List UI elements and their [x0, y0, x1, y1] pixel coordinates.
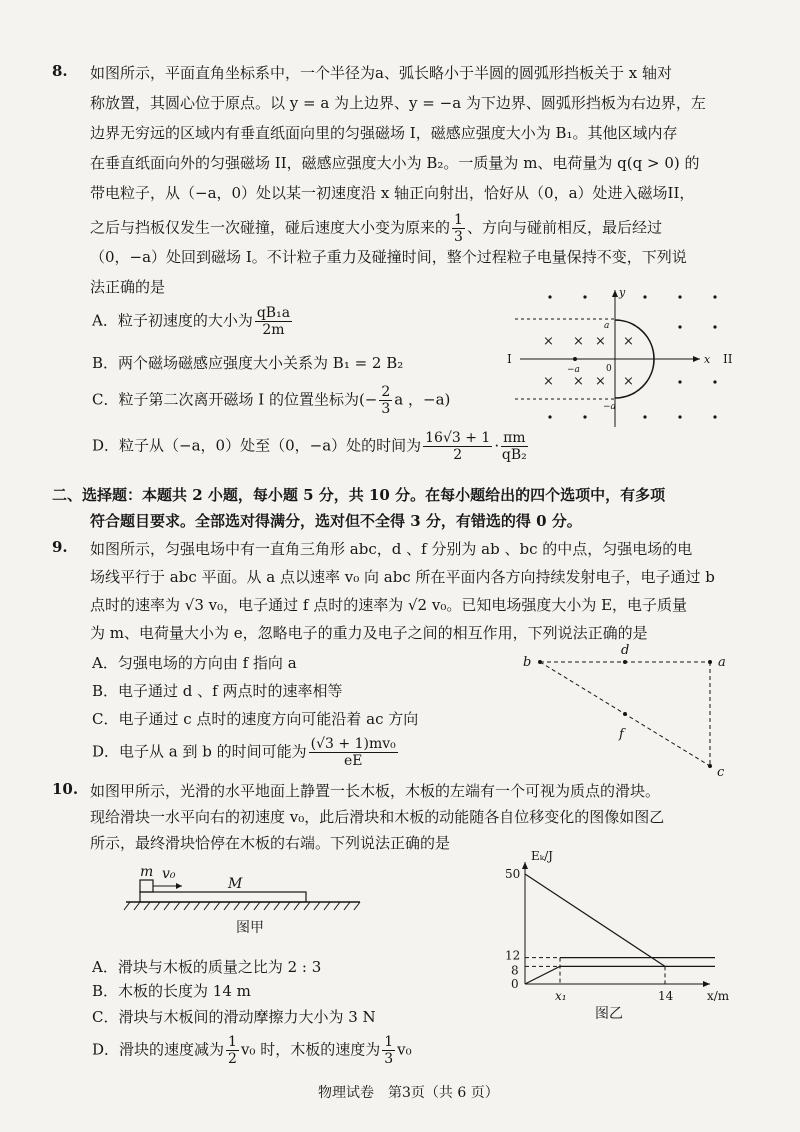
tick-0: 0 — [511, 977, 519, 991]
page-footer: 物理试卷 第3页（共 6 页） — [318, 1085, 499, 1101]
tick-12: 12 — [505, 948, 521, 963]
q10-option-d-frac2: $\frac{1}{3}$ — [384, 1034, 394, 1067]
neg-a-bottom-label: −a — [603, 402, 616, 412]
q8-line-4: 在垂直纸面向外的匀强磁场 II，磁感应强度大小为 B₂。一质量为 m、电荷量为 q(q > 0) 的 — [90, 154, 700, 172]
tick-14: 14 — [658, 989, 674, 1003]
x-mark: × — [543, 374, 554, 389]
q8-option-a-frac: $\frac{\text{qB₁a}}{2m}$ — [256, 305, 291, 338]
q9-triangle-figure — [515, 640, 755, 780]
region-i-label: I — [507, 352, 512, 366]
q8-option-d-text: D．粒子从（−a，0）处至（0，−a）处的时间为 — [92, 436, 422, 455]
q9-line-2: 场线平行于 abc 平面。从 a 点以速率 v₀ 向 abc 所在平面内各方向持续发射电子，电子通过 b — [90, 568, 715, 586]
q9-option-d-frac: $\frac{\text{(√3 + 1)mv₀}}{eE}$ — [310, 736, 396, 769]
q8-option-a-text: A．粒子初速度的大小为 — [92, 311, 253, 330]
q8-magnetic-field-figure — [505, 282, 745, 432]
q8-option-c-open: (− — [358, 390, 378, 409]
x-mark: × — [595, 374, 606, 389]
q10-number: 10. — [52, 780, 79, 798]
q9-option-d[interactable] — [92, 736, 400, 769]
q10-line-2: 现给滑块一水平向右的初速度 v₀，此后滑块和木板的动能随各自位移变化的图像如图乙 — [90, 808, 665, 826]
q8-option-d[interactable] — [92, 430, 530, 463]
series-slider-ek — [525, 874, 665, 966]
series-board-ek — [525, 966, 715, 984]
q8-option-a[interactable] — [92, 305, 294, 338]
q10-option-d-text: D．滑块的速度减为 — [92, 1040, 225, 1059]
q8-one-third: $\frac{1}{3}$ — [454, 212, 463, 245]
q9-option-d-text: D．电子从 a 到 b 的时间可能为 — [92, 742, 307, 761]
q10-option-a[interactable]: A．滑块与木板的质量之比为 2 : 3 — [92, 958, 322, 976]
x-mark: × — [543, 334, 554, 349]
q10-figure-b-chart — [495, 848, 735, 1028]
tick-50: 50 — [505, 867, 521, 881]
a-top-label: a — [604, 321, 610, 331]
q8-option-c[interactable] — [92, 384, 450, 417]
q8-option-d-dot: · — [494, 436, 500, 455]
q8-line-6-post: 、方向与碰前相反，最后经过 — [466, 218, 662, 237]
q10-figure-a — [120, 858, 380, 938]
section2-heading: 二、选择题：本题共 2 小题，每小题 5 分，共 10 分。在每小题给出的四个选项中，有多项 — [52, 486, 666, 504]
q10-option-d-mid: v₀ 时，木板的速度为 — [240, 1040, 381, 1059]
q8-line-5: 带电粒子，从（−a，0）处以某一初速度沿 x 轴正向射出，恰好从（0，a）处进入磁场II， — [90, 184, 695, 202]
x-mark: × — [573, 334, 584, 349]
q8-line-8: 法正确的是 — [90, 278, 166, 296]
q8-line-6-pre: 之后与挡板仅发生一次碰撞，碰后速度大小变为原来的 — [90, 218, 451, 237]
q10-option-d[interactable] — [92, 1034, 412, 1067]
slider-block — [140, 880, 153, 892]
q8-option-c-close: a ，−a) — [394, 390, 451, 409]
mass-big-m-label: M — [228, 876, 243, 892]
point-d-label: d — [621, 643, 630, 658]
q8-option-d-frac2: $\frac{\pi m}{\text{qB₂}}$ — [501, 430, 527, 463]
q9-option-c[interactable]: C．电子通过 c 点时的速度方向可能沿着 ac 方向 — [92, 710, 419, 728]
neg-a-left-label: −a — [567, 365, 580, 375]
tick-x1: x₁ — [555, 989, 567, 1003]
figure-b-caption: 图乙 — [595, 1006, 623, 1022]
q8-line-7: （0，−a）处回到磁场 I。不计粒子重力及碰撞时间，整个过程粒子电量保持不变，下列说 — [90, 248, 687, 266]
point-a-label: a — [718, 655, 726, 670]
point-b-label: b — [523, 655, 532, 670]
y-axis-label: Eₖ/J — [531, 849, 553, 863]
q9-line-3: 点时的速率为 √3 v₀，电子通过 f 点时的速率为 √2 v₀。已知电场强度大小为 E，电子质量 — [90, 596, 688, 614]
q9-number: 9. — [52, 538, 68, 556]
q8-option-c-frac: $\frac{2}{3}$ — [381, 384, 391, 417]
v0-label: v₀ — [162, 866, 176, 882]
point-f-label: f — [619, 727, 624, 742]
region-ii-label: II — [723, 352, 733, 366]
q10-line-3: 所示，最终滑块恰停在木板的右端。下列说法正确的是 — [90, 834, 451, 852]
section2-heading-cont: 符合题目要求。全部选对得满分，选对但不全得 3 分，有错选的得 0 分。 — [90, 512, 582, 530]
q8-line-1: 如图所示，平面直角坐标系中，一个半径为a、弧长略小于半圆的圆弧形挡板关于 x 轴对 — [90, 64, 672, 82]
q9-line-4: 为 m、电荷量大小为 e，忽略电子的重力及电子之间的相互作用，下列说法正确的是 — [90, 624, 648, 642]
y-axis-label: y — [619, 286, 626, 299]
q9-option-b[interactable]: B．电子通过 d 、f 两点时的速率相等 — [92, 682, 343, 700]
q8-option-c-text: C．粒子第二次离开磁场 I 的位置坐标为 — [92, 390, 359, 409]
q10-option-c[interactable]: C．滑块与木板间的滑动摩擦力大小为 3 N — [92, 1008, 376, 1026]
x-mark: × — [623, 374, 634, 389]
tick-8: 8 — [511, 963, 519, 978]
q8-line-3: 边界无穷远的区域内有垂直纸面向里的匀强磁场 I，磁感应强度大小为 B₁。其他区域内存 — [90, 124, 678, 142]
q10-line-1: 如图甲所示，光滑的水平地面上静置一长木板，木板的左端有一个可视为质点的滑块。 — [90, 782, 661, 800]
x-mark: × — [595, 334, 606, 349]
origin-label: 0 — [606, 364, 612, 374]
mass-m-label: m — [140, 864, 154, 880]
field-ii-dots — [548, 295, 716, 418]
q10-option-d-post: v₀ — [397, 1040, 412, 1059]
x-axis-label: x — [704, 353, 711, 366]
q10-option-d-frac1: $\frac{1}{2}$ — [228, 1034, 237, 1067]
q8-number: 8. — [52, 62, 68, 80]
x-mark: × — [573, 374, 584, 389]
q8-line-2: 称放置，其圆心位于原点。以 y = a 为上边界、y = −a 为下边界、圆弧形挡板为右边界，左 — [90, 94, 706, 112]
q9-line-1: 如图所示，匀强电场中有一直角三角形 abc，d 、f 分别为 ab 、bc 的中点，匀强电场的电 — [90, 540, 693, 558]
x-axis-label: x/m — [707, 989, 730, 1003]
figure-a-caption: 图甲 — [236, 920, 264, 936]
q9-option-a[interactable]: A．匀强电场的方向由 f 指向 a — [92, 654, 297, 672]
q8-option-d-frac1: $\frac{16√3 + 1}{2}$ — [425, 430, 491, 463]
q8-option-b[interactable]: B．两个磁场磁感应强度大小关系为 B₁ = 2 B₂ — [92, 354, 404, 372]
x-mark: × — [623, 334, 634, 349]
point-c-label: c — [717, 765, 725, 780]
q8-line-6 — [90, 212, 662, 245]
ground-hatching — [124, 902, 360, 910]
long-board — [140, 892, 306, 902]
q10-option-b[interactable]: B．木板的长度为 14 m — [92, 982, 251, 1000]
